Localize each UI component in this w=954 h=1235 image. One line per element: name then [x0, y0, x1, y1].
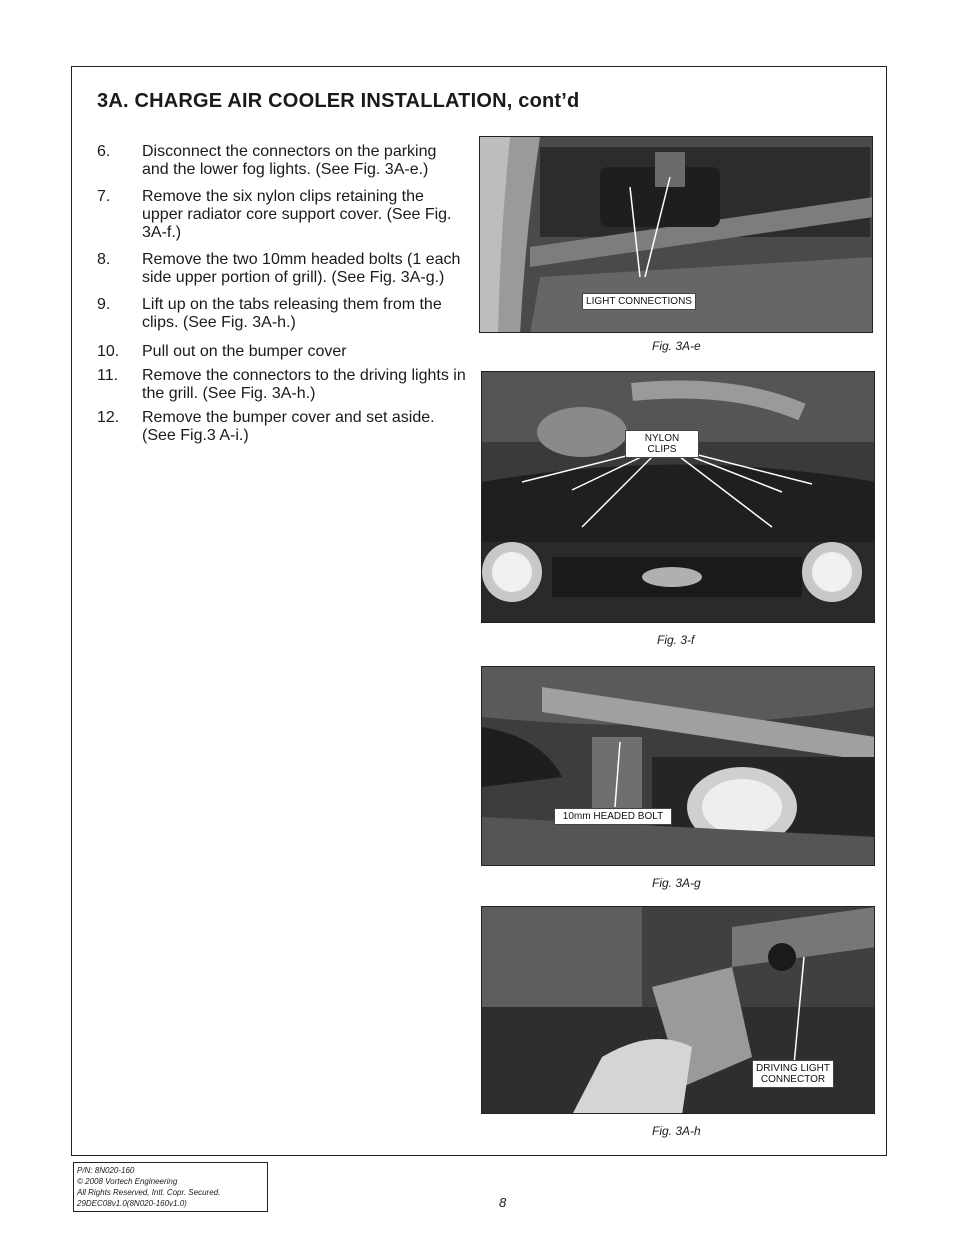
step-number: 7.: [97, 188, 111, 205]
step-text: Remove the connectors to the driving lights in the grill. (See Fig. 3A-h.): [142, 367, 466, 402]
step-text: Remove the two 10mm headed bolts (1 each side upper portion of grill). (See Fig. 3A-g.): [142, 251, 461, 286]
footer-info: [73, 1162, 268, 1212]
callout-label: NYLON CLIPS: [625, 430, 699, 458]
figure-caption: Fig. 3A-h: [652, 1124, 701, 1138]
callout-line: CONNECTOR: [760, 1074, 826, 1085]
step-item: [97, 409, 467, 445]
step-item: [97, 188, 467, 242]
copyright: © 2008 Vortech Engineering: [77, 1177, 178, 1186]
step-number: 9.: [97, 296, 111, 313]
step-number: 12.: [97, 409, 120, 426]
figure-3f-photo: [481, 371, 875, 623]
callout-label: 10mm HEADED BOLT: [554, 808, 672, 825]
callout-label: LIGHT CONNECTIONS: [582, 293, 696, 310]
step-item: [97, 251, 467, 287]
figure-caption: Fig. 3-f: [657, 633, 695, 647]
part-number: P/N: 8N020-160: [77, 1166, 135, 1175]
page-number: 8: [499, 1195, 507, 1210]
step-item: [97, 367, 467, 403]
rights-notice: All Rights Reserved, Intl. Copr. Secured.: [77, 1188, 221, 1197]
section-title: 3A. CHARGE AIR COOLER INSTALLATION, cont’d: [97, 90, 580, 112]
step-item: [97, 343, 467, 361]
version-code: 29DEC08v1.0(8N020-160v1.0): [77, 1199, 187, 1208]
step-number: 6.: [97, 143, 111, 160]
callout-label: [752, 1060, 834, 1088]
step-text: Disconnect the connectors on the parking and the lower fog lights. (See Fig. 3A-e.): [142, 143, 437, 178]
step-number: 10.: [97, 343, 120, 360]
step-text: Pull out on the bumper cover: [142, 343, 347, 360]
figure-caption: Fig. 3A-e: [652, 339, 701, 353]
step-number: 8.: [97, 251, 111, 268]
step-text: Remove the bumper cover and set aside. (See Fig.3 A-i.): [142, 409, 435, 444]
step-text: Lift up on the tabs releasing them from the clips. (See Fig. 3A-h.): [142, 296, 442, 331]
step-item: [97, 296, 467, 332]
step-text: Remove the six nylon clips retaining the upper radiator core support cover. (See Fig. 3A-f.): [142, 188, 452, 241]
instruction-steps: [97, 143, 467, 451]
figure-caption: Fig. 3A-g: [652, 876, 701, 890]
figure-3a-g-photo: [481, 666, 875, 866]
step-item: [97, 143, 467, 179]
callout-line: DRIVING LIGHT: [756, 1063, 830, 1074]
step-number: 11.: [97, 367, 119, 384]
